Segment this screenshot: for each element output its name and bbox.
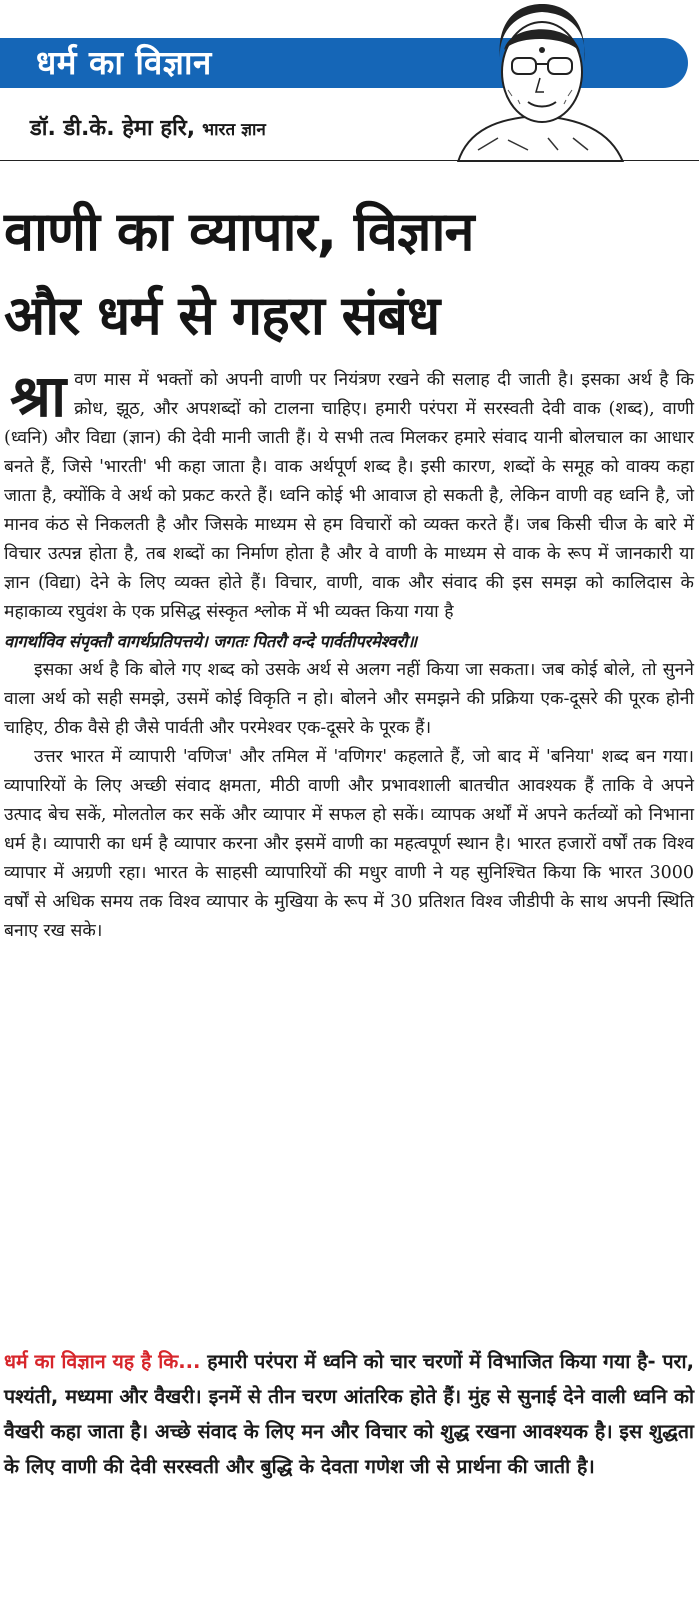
author-org: भारत ज्ञान: [202, 120, 266, 140]
closing-lead: धर्म का विज्ञान यह है कि...: [4, 1350, 201, 1373]
article-paragraph-2: इसका अर्थ है कि बोले गए शब्द को उसके अर्थ से अलग नहीं किया जा सकता। जब कोई बोले, तो सुनने वाला अर्थ को सही समझे, उसमें कोई विकृति न हो। बोलने और समझने की प्रक्रिया एक-दूसरे की पूरक होनी चाहिए, ठीक वैसे ही जैसे पार्वती और परमेश्वर एक-दूसरे के पूरक हैं।: [4, 660, 694, 738]
closing-section: [4, 1344, 694, 1484]
author-byline: [30, 112, 266, 142]
header-divider: [0, 160, 699, 161]
article-paragraph-3: उत्तर भारत में व्यापारी 'वणिज' और तमिल में 'वणिगर' कहलाते हैं, जो बाद में 'बनिया' शब्द बन गया। व्यापारियों के लिए अच्छी संवाद क्षमता, मीठी वाणी और प्रभावशाली बातचीत आवश्यक हैं ताकि वे अपने उत्पाद बेच सकें, मोलतोल कर सकें और व्यापार में सफल हो सकें। व्यापक अर्थों में अपने कर्तव्यों को निभाना धर्म है। व्यापारी का धर्म है व्यापार करना और इसमें वाणी का महत्वपूर्ण स्थान है। भारत हजारों वर्षों तक विश्व व्यापार में अग्रणी रहा। भारत के साहसी व्यापारियों की मधुर वाणी ने यह सुनिश्चित किया कि भारत 3000 वर्षों से अधिक समय तक विश्व व्यापार के मुखिया के रूप में 30 प्रतिशत विश्व जीडीपी के साथ अपनी स्थिति बनाए रख सके।: [4, 747, 694, 941]
author-name: डॉ. डी.के. हेमा हरि,: [30, 116, 196, 141]
headline: [4, 190, 699, 358]
sanskrit-sloka: वागर्थाविव संपृक्तौ वागर्थप्रतिपत्तये। जगतः पितरौ वन्दे पार्वतीपरमेश्वरौ॥: [4, 632, 417, 651]
author-portrait: [438, 0, 638, 162]
headline-line-2: और धर्म से गहरा संबंध: [4, 284, 440, 347]
column-title: धर्म का विज्ञान: [36, 43, 212, 82]
article-paragraph-1: वण मास में भक्तों को अपनी वाणी पर नियंत्रण रखने की सलाह दी जाती है। इसका अर्थ है कि क्रोध, झूठ, और अपशब्दों को टालना चाहिए। हमारी परंपरा में सरस्वती देवी वाक (शब्द), वाणी (ध्वनि) और विद्या (ज्ञान) की देवी मानी जाती हैं। ये सभी तत्व मिलकर हमारे संवाद यानी बोलचाल का आधार बनते हैं, जिसे 'भारती' भी कहा जाता है। वाक अर्थपूर्ण शब्द है। इसी कारण, शब्दों के समूह को वाक्य कहा जाता है, क्योंकि वे अर्थ को प्रकट करते हैं। ध्वनि कोई भी आवाज हो सकती है, लेकिन वाणी वह ध्वनि है, जो मानव कंठ से निकलती है और जिसके माध्यम से हम विचारों को व्यक्त करते हैं। जब किसी चीज के बारे में विचार उत्पन्न होता है, तब शब्दों का निर्माण होता है और वे वाणी के माध्यम से वाक के रूप में जानकारी या ज्ञान (विद्या) देने के लिए व्यक्त होते हैं। विचार, वाणी, वाक और संवाद की इस समझ को कालिदास के महाकाव्य रघुवंश के एक प्रसिद्ध संस्कृत श्लोक में भी व्यक्त किया गया है: [4, 370, 694, 622]
closing-text: हमारी परंपरा में ध्वनि को चार चरणों में विभाजित किया गया है- परा, पश्यंती, मध्यमा और वैखरी। इनमें से तीन चरण आंतरिक होते हैं। मुंह से सुनाई देने वाली ध्वनि को वैखरी कहा जाता है। अच्छे संवाद के लिए मन और विचार को शुद्ध रखना आवश्यक है। इस शुद्धता के लिए वाणी की देवी सरस्वती और बुद्धि के देवता गणेश जी से प्रार्थना की जाती है।: [4, 1350, 694, 1478]
drop-cap: श्रा: [10, 362, 67, 430]
headline-line-1: वाणी का व्यापार, विज्ञान: [4, 200, 474, 263]
article-body: [4, 362, 694, 946]
